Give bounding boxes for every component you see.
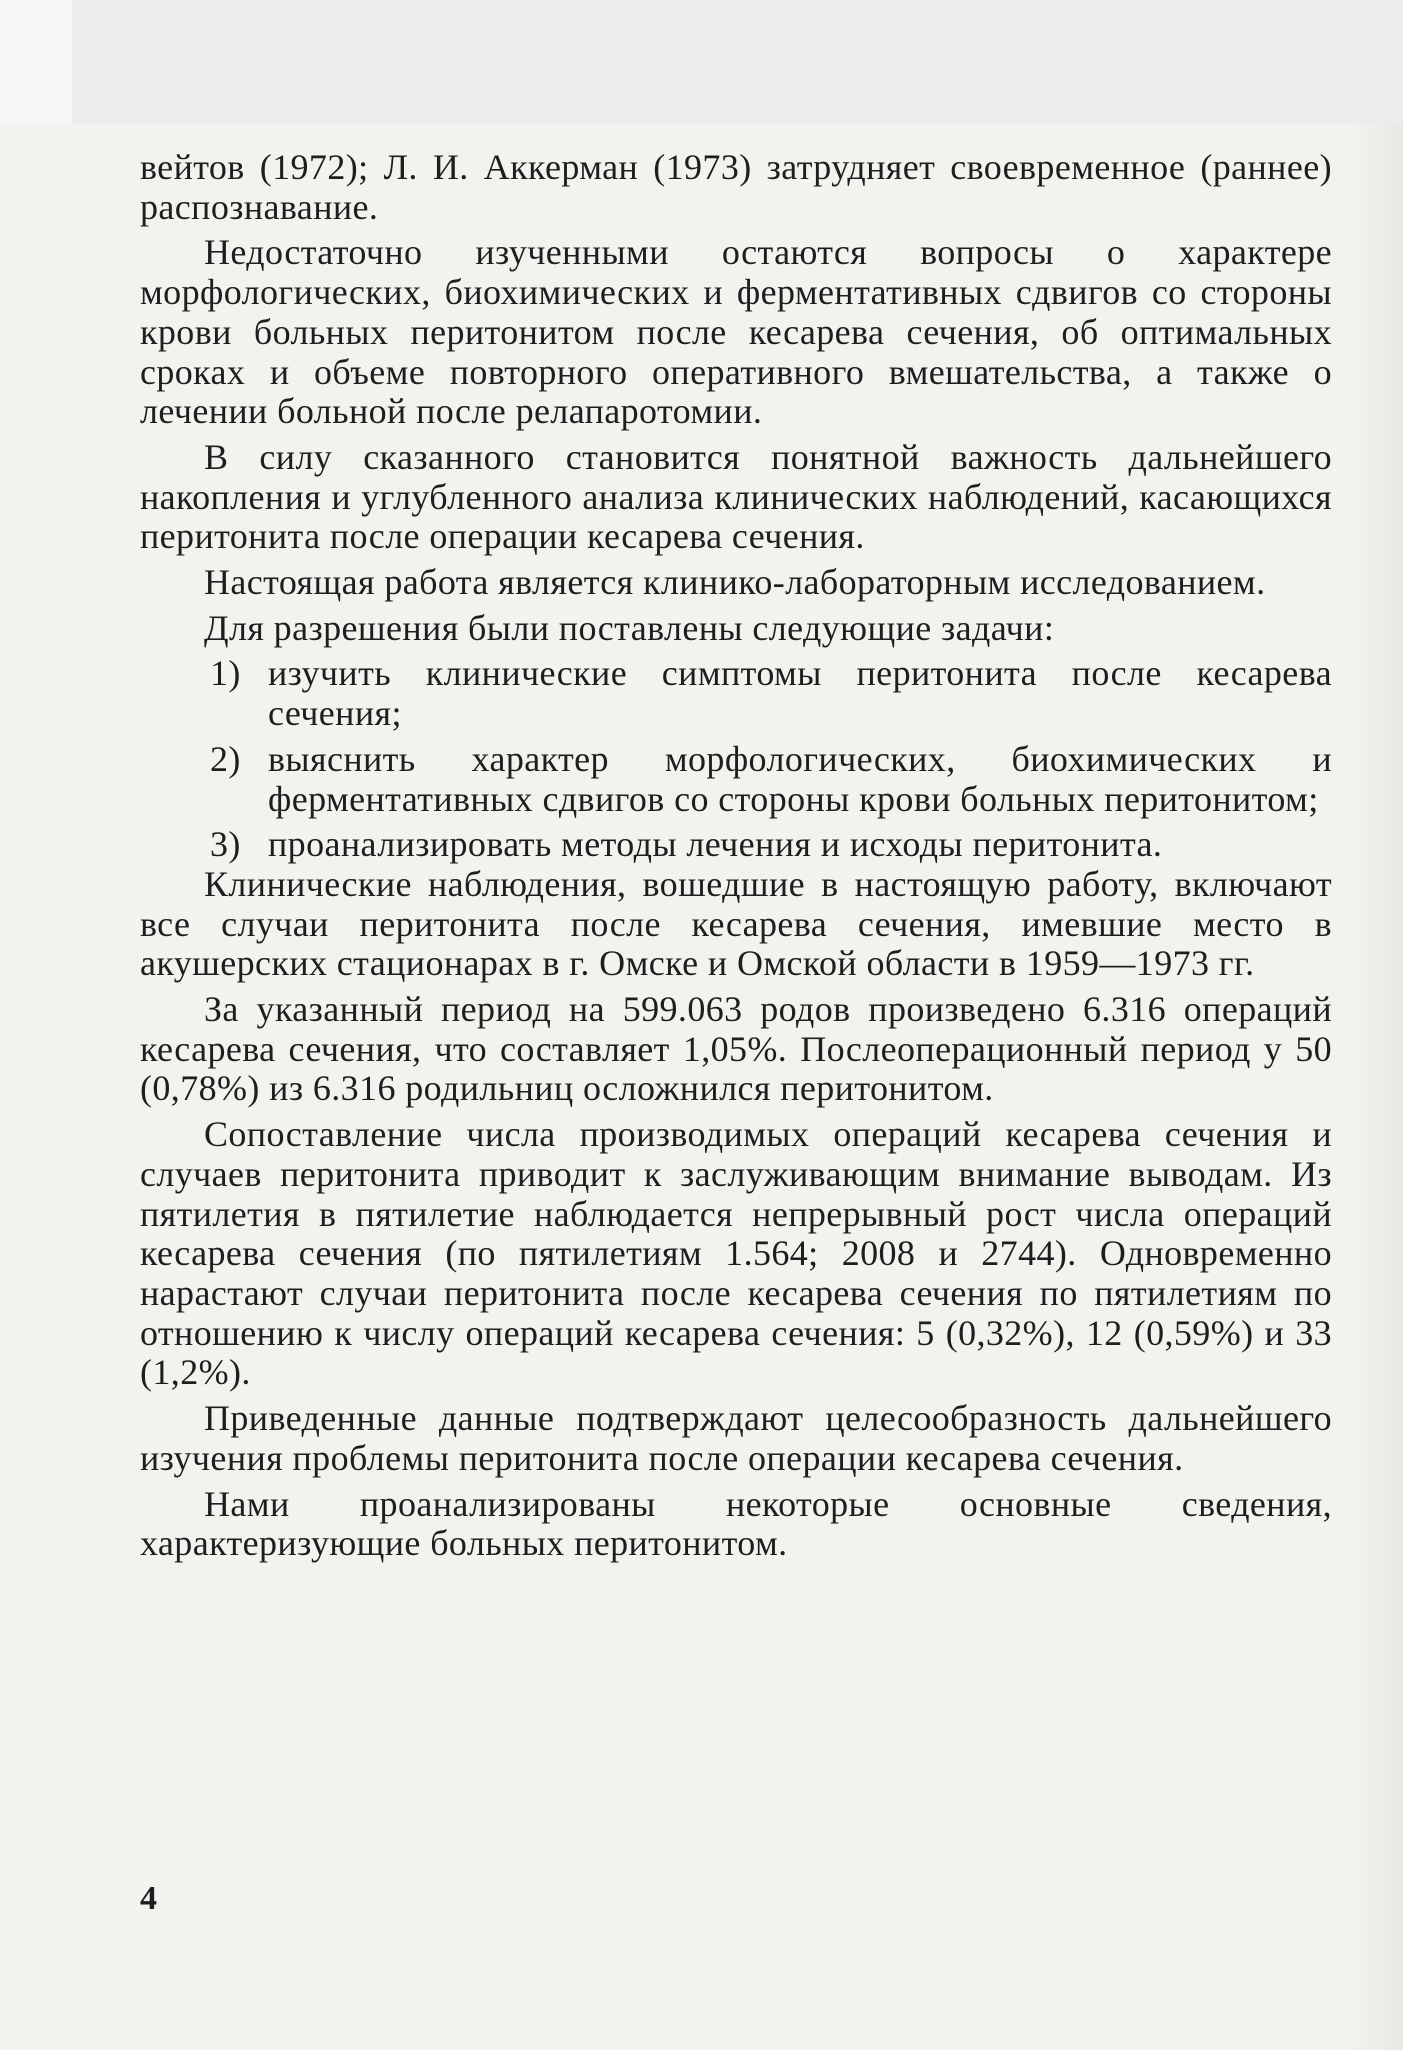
page-number: 4 [140, 1880, 157, 1917]
scan-right-edge [1351, 124, 1403, 2050]
list-item-text: выяснить характер морфологических, биохимических и ферментативных сдвигов со стороны крови больных перитонитом; [268, 738, 1332, 819]
list-item-text: проанализировать методы лечения и исходы перитонита. [268, 824, 1163, 865]
paragraph-tasks-intro: Для разрешения были поставлены следующие задачи: [204, 607, 1055, 648]
list-item-number: 1) [210, 653, 241, 694]
list-item [140, 825, 1332, 865]
paragraph-comparison: Сопоставление числа производимых операций кесарева сечения и случаев перитонита приводит к заслуживающим внимание выводам. Из пятилетия в пятилетие наблюдается непрерывный рост числа операций кесарева сечения (по пятилетиям 1.564; 2008 и 2744). Одновременно нарастают случаи перитонита после кесарева сечения по пятилетиям по отношению к числу операций кесарева сечения: 5 (0,32%), 12 (0,59%) и 33 (1,2%). [140, 1114, 1332, 1393]
list-item-number: 3) [210, 824, 241, 865]
paragraph-observations: Клинические наблюдения, вошедшие в настоящую работу, включают все случаи перитонита после кесарева сечения, имевшие место в акушерских стационарах в г. Омске и Омской области в 1959—1973 гг. [140, 863, 1332, 984]
scan-corner [0, 0, 72, 124]
scan-top-margin [0, 0, 1403, 124]
paragraph-conclusion: Приведенные данные подтверждают целесообразность дальнейшего изучения проблемы перитонита после операции кесарева сечения. [140, 1398, 1332, 1478]
body-text [140, 148, 1332, 1564]
paragraph-research-questions: Недостаточно изученными остаются вопросы о характере морфологических, биохимических и ферментативных сдвигов со стороны крови больных перитонитом после кесарева сечения, об оптимальных сроках и объеме повторного оперативного вмешательства, а также о лечении больной после релапаротомии. [140, 232, 1332, 432]
paragraph-work-type: Настоящая работа является клинико-лабораторным исследованием. [204, 562, 1266, 603]
paragraph-importance: В силу сказанного становится понятной важность дальнейшего накопления и углубленного анализа клинических наблюдений, касающихся перитонита после операции кесарева сечения. [140, 436, 1332, 557]
list-item [140, 740, 1332, 819]
list-item-number: 2) [210, 738, 241, 779]
list-item-text: изучить клинические симптомы перитонита после кесарева сечения; [268, 653, 1332, 734]
paragraph-statistics: За указанный период на 599.063 родов произведено 6.316 операций кесарева сечения, что составляет 1,05%. Послеоперационный период у 50 (0,78%) из 6.316 родильниц осложнился перитонитом. [140, 989, 1332, 1109]
paragraph-continuation: вейтов (1972); Л. И. Аккерман (1973) затрудняет своевременное (раннее) распознавание. [140, 147, 1332, 227]
tasks-list [140, 654, 1332, 865]
list-item [140, 654, 1332, 733]
paragraph-analysis: Нами проанализированы некоторые основные сведения, характеризующие больных перитонитом. [140, 1483, 1332, 1564]
